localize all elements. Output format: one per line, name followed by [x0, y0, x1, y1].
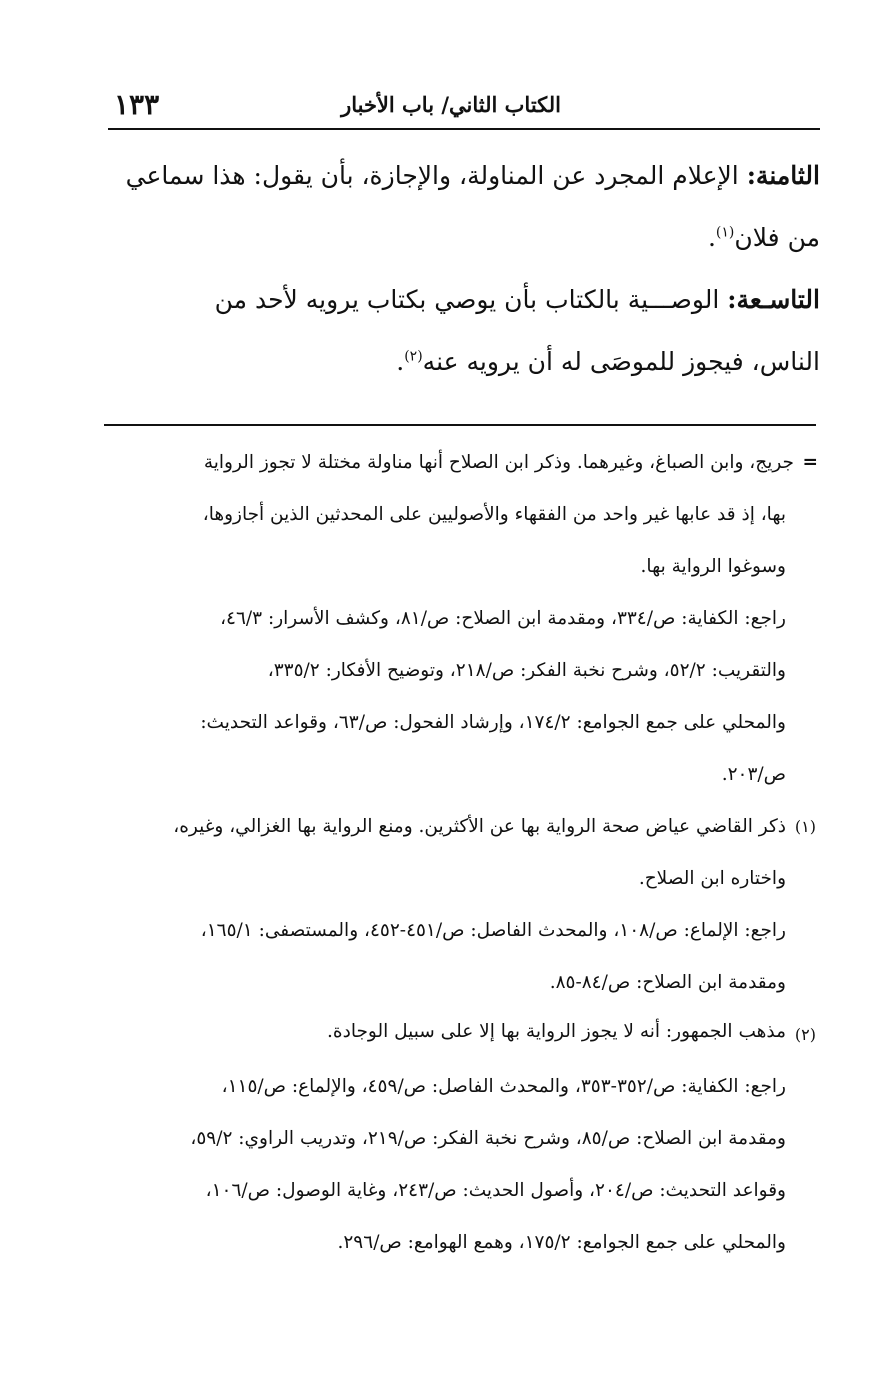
footnote-ref-1[interactable]: (١) [715, 224, 735, 241]
footnote-line: مذهب الجمهور: أنه لا يجوز الرواية بها إلا على سبيل الوجادة. [327, 1021, 786, 1042]
continuation-marker: = [802, 452, 818, 473]
footnote-line: والمحلي على جمع الجوامع: ١٧٥/٢، وهمع الهوامع: ص/٢٩٦. [337, 1232, 786, 1253]
paragraph-ninth-text2: الناس، فيجوز للموصَى له أن يرويه عنه [422, 347, 820, 376]
running-header [110, 88, 819, 128]
header-divider [108, 128, 820, 130]
paragraph-eighth-text2: من فلان [734, 223, 820, 252]
footnote-line: والتقريب: ٥٢/٢، وشرح نخبة الفكر: ص/٢١٨، وتوضيح الأفكار: ٣٣٥/٢، [267, 660, 786, 681]
paragraph-ninth-line2 [104, 331, 820, 393]
paragraph-ninth-line1 [104, 269, 820, 331]
keyword-ninth: التاسـعة: [727, 285, 820, 314]
period: . [707, 223, 716, 252]
footnote-line: بها، إذ قد عابها غير واحد من الفقهاء والأصوليين على المحدثين الذين أجازوها، [202, 504, 786, 525]
footnote-ref-2[interactable]: (٢) [404, 348, 423, 365]
period: . [396, 347, 405, 376]
footnote-line: راجع: الإلماع: ص/١٠٨، والمحدث الفاصل: ص/٤٥١-٤٥٢، والمستصفى: ١٦٥/١، [200, 920, 786, 941]
footnote-line: والمحلي على جمع الجوامع: ١٧٤/٢، وإرشاد الفحول: ص/٦٣، وقواعد التحديث: [200, 712, 786, 733]
paragraph-eighth-line2 [104, 207, 820, 269]
footnote-line: وقواعد التحديث: ص/٢٠٤، وأصول الحديث: ص/٢٤٣، وغاية الوصول: ص/١٠٦، [205, 1180, 786, 1201]
footnote-line: جريج، وابن الصباغ، وغيرهما. وذكر ابن الصلاح أنها مناولة مختلة لا تجوز الرواية [203, 452, 794, 473]
footnote-line: ص/٢٠٣. [721, 764, 786, 785]
paragraph-eighth-text: الإعلام المجرد عن المناولة، والإجازة، بأن يقول: هذا سماعي [125, 161, 739, 190]
paragraph-eighth-line1 [104, 145, 820, 207]
paragraph-ninth-text: الوصـــية بالكتاب بأن يوصي بكتاب يرويه لأحد من [214, 285, 720, 314]
keyword-eighth: الثامنة: [746, 161, 820, 190]
paragraph-eighth [104, 145, 820, 269]
footnote-line: وسوغوا الرواية بها. [640, 556, 786, 577]
footnote-line: واختاره ابن الصلاح. [638, 868, 786, 889]
footnote-1-label: (١) [794, 817, 816, 836]
footnote-line: راجع: الكفاية: ص/٣٣٤، ومقدمة ابن الصلاح: ص/٨١، وكشف الأسرار: ٤٦/٣، [220, 608, 786, 629]
footnote-divider [104, 424, 816, 426]
footnote-line: ومقدمة ابن الصلاح: ص/٨٥، وشرح نخبة الفكر: ص/٢١٩، وتدريب الراوي: ٥٩/٢، [190, 1128, 786, 1149]
paragraph-ninth [104, 269, 820, 393]
footnote-line: راجع: الكفاية: ص/٣٥٢-٣٥٣، والمحدث الفاصل: ص/٤٥٩، والإلماع: ص/١١٥، [221, 1076, 786, 1097]
page-number: ١٣٣ [114, 88, 160, 121]
footnote-2-label: (٢) [794, 1025, 816, 1044]
footnote-line: ذكر القاضي عياض صحة الرواية بها عن الأكثرين. ومنع الرواية بها الغزالي، وغيره، [173, 816, 786, 837]
footnote-line: ومقدمة ابن الصلاح: ص/٨٤-٨٥. [549, 972, 786, 993]
chapter-title: الكتاب الثاني/ باب الأخبار [341, 92, 561, 117]
